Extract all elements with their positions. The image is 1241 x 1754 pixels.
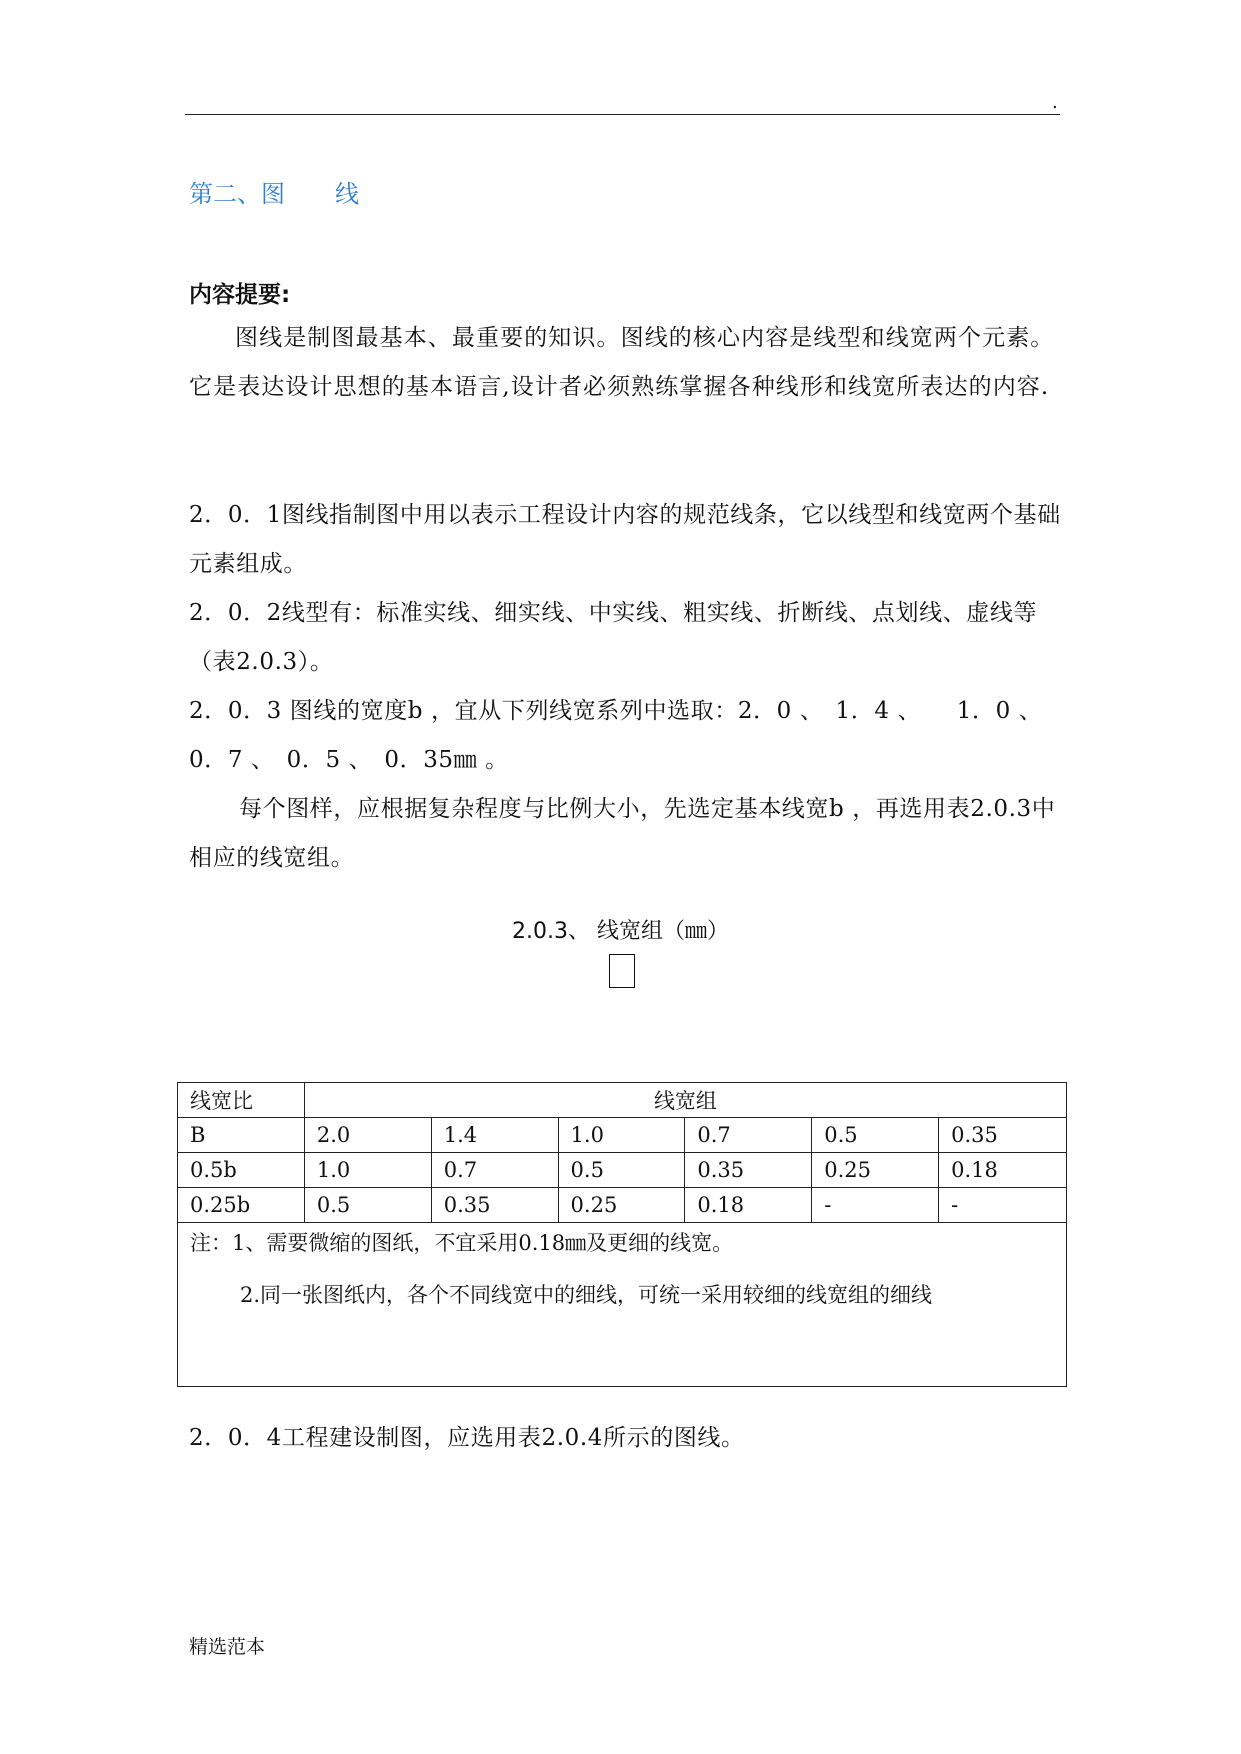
table-cell: 0.7 xyxy=(685,1118,812,1153)
table-cell: 0.7 xyxy=(431,1153,558,1188)
header-rule xyxy=(185,114,1060,115)
table-cell: 0.18 xyxy=(939,1153,1067,1188)
table-cell: - xyxy=(812,1188,939,1223)
summary-heading: 内容提要: xyxy=(189,282,291,308)
header-ratio-cell: 线宽比 xyxy=(178,1083,305,1118)
section-title xyxy=(189,174,359,209)
table-cell: 0.5b xyxy=(178,1153,305,1188)
summary-body: 图线是制图最基本、最重要的知识。图线的核心内容是线型和线宽两个元素。它是表达设计思想的基本语言,设计者必须熟练掌握各种线形和线宽所表达的内容. xyxy=(189,325,1055,400)
table-notes-cell xyxy=(178,1223,1067,1387)
paragraph-2-0-3-continued: 每个图样，应根据复杂程度与比例大小，先选定基本线宽b ，再选用表2.0.3中相应的线宽组。 xyxy=(189,796,1056,871)
table-cell: 2.0 xyxy=(304,1118,431,1153)
table-cell: 0.35 xyxy=(939,1118,1067,1153)
paragraph-2-0-1: 2．0．1图线指制图中用以表示工程设计内容的规范线条，它以线型和线宽两个基础元素组成。 xyxy=(189,502,1061,577)
table-cell: 0.5 xyxy=(304,1188,431,1223)
table-cell: 0.5 xyxy=(558,1153,685,1188)
table-cell: 0.35 xyxy=(431,1188,558,1223)
table-cell: 0.25 xyxy=(558,1188,685,1223)
table-cell: 0.5 xyxy=(812,1118,939,1153)
table-header-row xyxy=(178,1083,1067,1118)
table-row xyxy=(178,1188,1067,1223)
table-cell: - xyxy=(939,1188,1067,1223)
table-cell: 0.25b xyxy=(178,1188,305,1223)
paragraph-2-0-4: 2．0．4工程建设制图，应选用表2.0.4所示的图线。 xyxy=(189,1425,745,1451)
line-width-table xyxy=(177,1082,1067,1387)
paragraph-2-0-3: 2．0．3 图线的宽度b ，宜从下列线宽系列中选取：2．0 、 1．4 、 1．0 、0．7 、 0．5 、 0．35㎜ 。 xyxy=(189,698,1043,773)
table-note-2: 2.同一张图纸内，各个不同线宽中的细线，可统一采用较细的线宽组的细线 xyxy=(240,1283,933,1307)
table-notes-row xyxy=(178,1223,1067,1387)
table-cell: 1.0 xyxy=(558,1118,685,1153)
table-note-1: 注：1、需要微缩的图纸，不宜采用0.18㎜及更细的线宽。 xyxy=(190,1231,734,1255)
section-title-part2: 线 xyxy=(335,180,359,208)
table-cell: 0.25 xyxy=(812,1153,939,1188)
header-mark: . xyxy=(1052,92,1058,113)
header-group-cell: 线宽组 xyxy=(304,1083,1066,1118)
table-cell: 0.18 xyxy=(685,1188,812,1223)
section-title-part1: 第二、图 xyxy=(189,180,285,208)
table-row xyxy=(178,1118,1067,1153)
missing-image-placeholder xyxy=(609,954,635,988)
table-caption: 2.0.3、 线宽组（㎜） xyxy=(512,919,729,944)
table-cell: 1.0 xyxy=(304,1153,431,1188)
table-cell: B xyxy=(178,1118,305,1153)
table-cell: 1.4 xyxy=(431,1118,558,1153)
table-row xyxy=(178,1153,1067,1188)
footer-label: 精选范本 xyxy=(189,1636,266,1658)
table-cell: 0.35 xyxy=(685,1153,812,1188)
paragraph-2-0-2: 2．0．2线型有：标准实线、细实线、中实线、粗实线、折断线、点划线、虚线等（表2.0.3）。 xyxy=(189,600,1038,675)
